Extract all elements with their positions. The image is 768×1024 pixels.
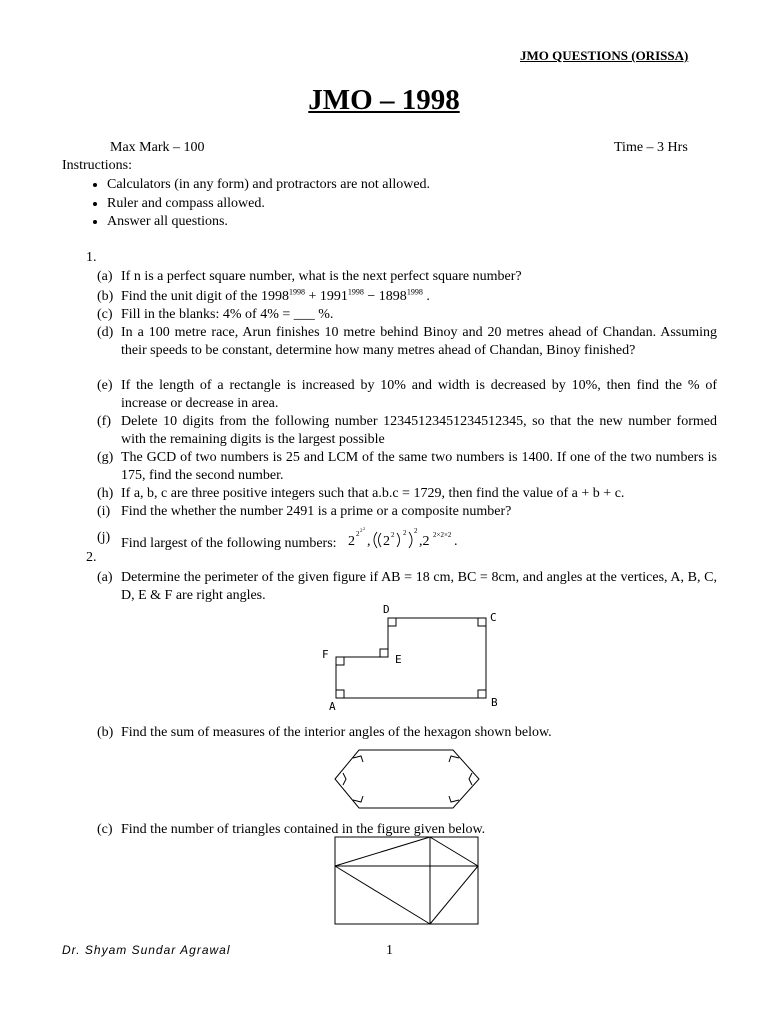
svg-text:2: 2 [348,534,356,549]
question-number: 1. [86,250,97,265]
question-item [97,306,717,324]
item-text: Find the number of triangles contained in the figure given below. [121,822,486,837]
item-label: (g) [97,450,114,465]
question-item [97,288,717,306]
figure-triangles [334,836,480,926]
item-text: If n is a perfect square number, what is the next perfect square number? [121,269,522,284]
svg-text:2×2×2: 2×2×2 [433,531,452,539]
figure-hexagon [333,748,483,810]
item-text: If a, b, c are three positive integers such that a.b.c = 1729, then find the value of a + b + c. [121,486,625,501]
question-item [97,526,717,553]
vertex-label-d: D [383,603,390,616]
item-label: (h) [97,486,114,501]
svg-text:2: 2 [383,534,391,549]
item-text: Determine the perimeter of the given figure if AB = 18 cm, BC = 8cm, and angles at the vertices, A, B, C, D, E & F are right angles. [121,570,717,603]
vertex-label-c: C [490,611,497,624]
item-label: (d) [97,325,114,340]
question-item [97,377,717,412]
item-label: (c) [97,822,113,837]
item-text: In a 100 metre race, Arun finishes 10 metre behind Binoy and 20 metres ahead of Chandan. Assuming their speeds to be constant, determine how many metres ahead of Chandan, Binoy finished? [121,325,717,358]
item-label: (f) [97,414,111,429]
item-label: (c) [97,307,113,322]
question-item [97,268,717,286]
item-label: (e) [97,378,113,393]
item-text: Find the sum of measures of the interior angles of the hexagon shown below. [121,725,552,740]
question-item [97,449,717,484]
svg-text:2: 2 [360,529,363,534]
instruction-item: • Calculators (in any form) and protractors are not allowed. [107,176,707,195]
item-text: Delete 10 digits from the following number 12345123451234512345, so that the new number formed with the remaining digits is the largest possible [121,414,717,447]
svg-text:2: 2 [403,529,407,537]
question-item [97,324,717,359]
instruction-item: • Ruler and compass allowed. [107,195,707,214]
item-label: (j) [97,530,111,545]
item-text: Find the whether the number 2491 is a prime or a composite number? [121,504,512,519]
svg-text:,: , [367,534,371,549]
question-number: 2. [86,550,97,565]
vertex-label-f: F [322,648,329,661]
question-item [97,569,717,604]
question-item [97,724,717,742]
svg-text:,2: ,2 [419,534,430,549]
vertex-label-e: E [395,653,402,666]
item-text: If the length of a rectangle is increased by 10% and width is decreased by 10%, then find the % of increase or decrease in area. [121,378,717,411]
time-limit: Time – 3 Hrs [614,140,688,155]
item-label: (b) [97,725,114,740]
max-mark: Max Mark – 100 [110,140,205,155]
item-text: The GCD of two numbers is 25 and LCM of the same two numbers is 1400. If one of the two numbers is 175, find the second number. [121,450,717,483]
item-text: Find the unit digit of the $1998^{1998} + 1991^{1998} - 1898^{1998}$ . [121,287,430,304]
svg-text:2: 2 [391,531,395,539]
item-label: (a) [97,570,113,585]
item-text: Find largest of the following numbers: 2 2 2 2 , 2 2 2 2 ,2 2×2×2 . [121,529,717,553]
footer-author: Dr. Shyam Sundar Agrawal [62,943,231,957]
vertex-label-a: A [329,700,336,712]
page-number: 1 [386,943,393,958]
question-item [97,503,717,521]
page-title: JMO – 1998 [308,84,460,116]
instructions-list [62,176,707,232]
item-label: (b) [97,289,114,304]
question-item [97,485,717,503]
svg-text:2: 2 [414,527,418,535]
instruction-item: • Answer all questions. [107,213,707,232]
item-text: Fill in the blanks: 4% of 4% = ___ %. [121,307,334,322]
item-label: (i) [97,504,111,519]
header-tag: JMO QUESTIONS (ORISSA) [520,48,689,63]
item-label: (a) [97,269,113,284]
vertex-label-b: B [491,696,498,709]
figure-rectilinear-shape [318,600,508,712]
svg-text:2: 2 [363,526,366,531]
math-expression [348,526,468,553]
question-item [97,413,717,448]
svg-text:2: 2 [356,530,360,538]
svg-text:.: . [454,534,458,549]
instructions-label: Instructions: [62,158,132,173]
